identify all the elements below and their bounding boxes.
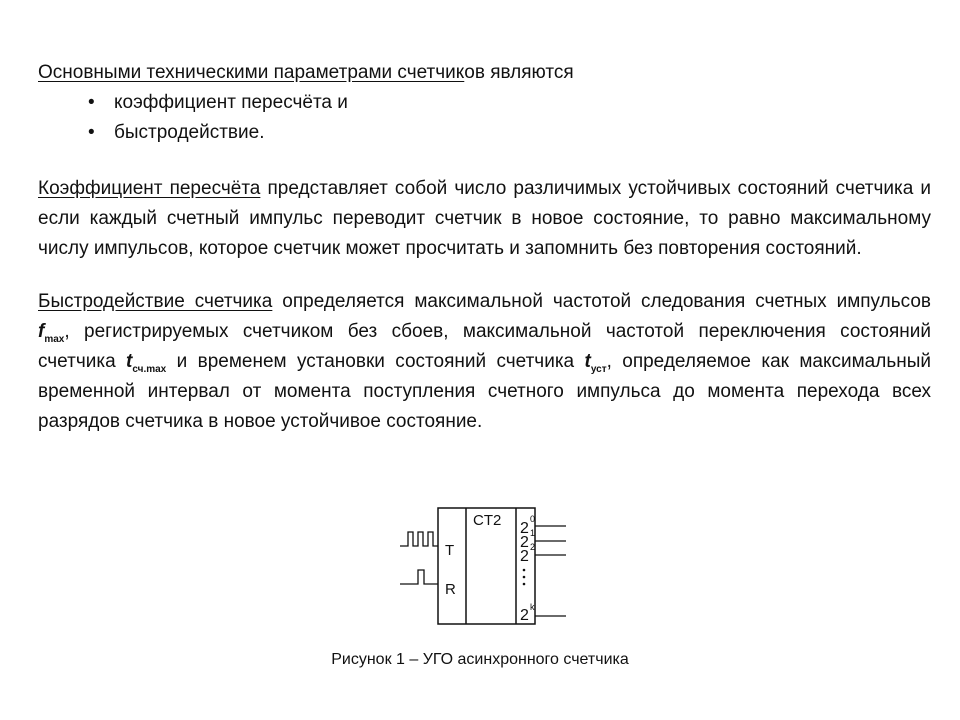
counter-symbol-svg [398, 502, 568, 628]
intro-line [38, 58, 931, 88]
speed-text-2: , регистрируемых счетчиком без сбоев, максимальной частотой переключения состояний счетчика [38, 321, 931, 372]
output-label: 2 [520, 607, 529, 624]
reset-pulse-icon [400, 570, 438, 584]
symbol-t-count-subscript: сч.max [132, 364, 167, 375]
list-item: • коэффициент пересчёта и [88, 88, 931, 118]
symbol-t-count: t [126, 351, 133, 372]
symbol-f-subscript: max [44, 334, 65, 345]
paragraph-speed [38, 287, 931, 437]
slide-content [38, 58, 931, 437]
pulse-train-icon [400, 532, 438, 546]
symbol-t-settle: t [584, 351, 591, 372]
input-label-r: R [445, 581, 456, 598]
counter-type-label: CT2 [473, 512, 502, 529]
output-exponent: k [530, 602, 535, 612]
speed-text-1: определяется максимальной частотой следования счетных импульсов [272, 291, 931, 312]
output-exponent: 0 [530, 514, 536, 524]
ellipsis-dot [523, 576, 526, 579]
output-label: 2 [520, 534, 529, 551]
output-label: 2 [520, 548, 529, 565]
output-exponent: 2 [530, 542, 536, 552]
term-coefficient: Коэффициент пересчёта [38, 178, 261, 199]
intro-rest: ов являются [464, 62, 574, 83]
ellipsis-dot [523, 583, 526, 586]
output-label: 2 [520, 520, 529, 537]
speed-text-3: и временем установки состояний счетчика [166, 351, 585, 372]
term-speed: Быстродействие счетчика [38, 291, 273, 312]
speed-text-4: , определяемое как максимальный временной интервал от момента поступления счетного импульса до момента перехода всех разрядов счетчика в новое устойчивое состояние. [38, 351, 931, 432]
output-exponent: 1 [530, 528, 536, 538]
list-item: • быстродействие. [88, 118, 931, 148]
intro-underlined: Основными техническими параметрами счетчик [38, 62, 465, 83]
symbol-f: f [38, 321, 45, 342]
ellipsis-dot [523, 569, 526, 572]
figure-caption: Рисунок 1 – УГО асинхронного счетчика [331, 651, 629, 668]
coefficient-text: представляет собой число различимых устойчивых состояний счетчика и если каждый счетный импульс переводит счетчик в новое состояние, то равно максимальному числу импульсов, которое счетчик может просчитать и запомнить без повторения состояний. [38, 178, 931, 259]
paragraph-coefficient [38, 174, 931, 264]
parameter-list [38, 88, 931, 148]
symbol-t-settle-subscript: уст [590, 364, 607, 375]
input-label-t: T [445, 542, 455, 559]
counter-diagram [398, 502, 568, 628]
